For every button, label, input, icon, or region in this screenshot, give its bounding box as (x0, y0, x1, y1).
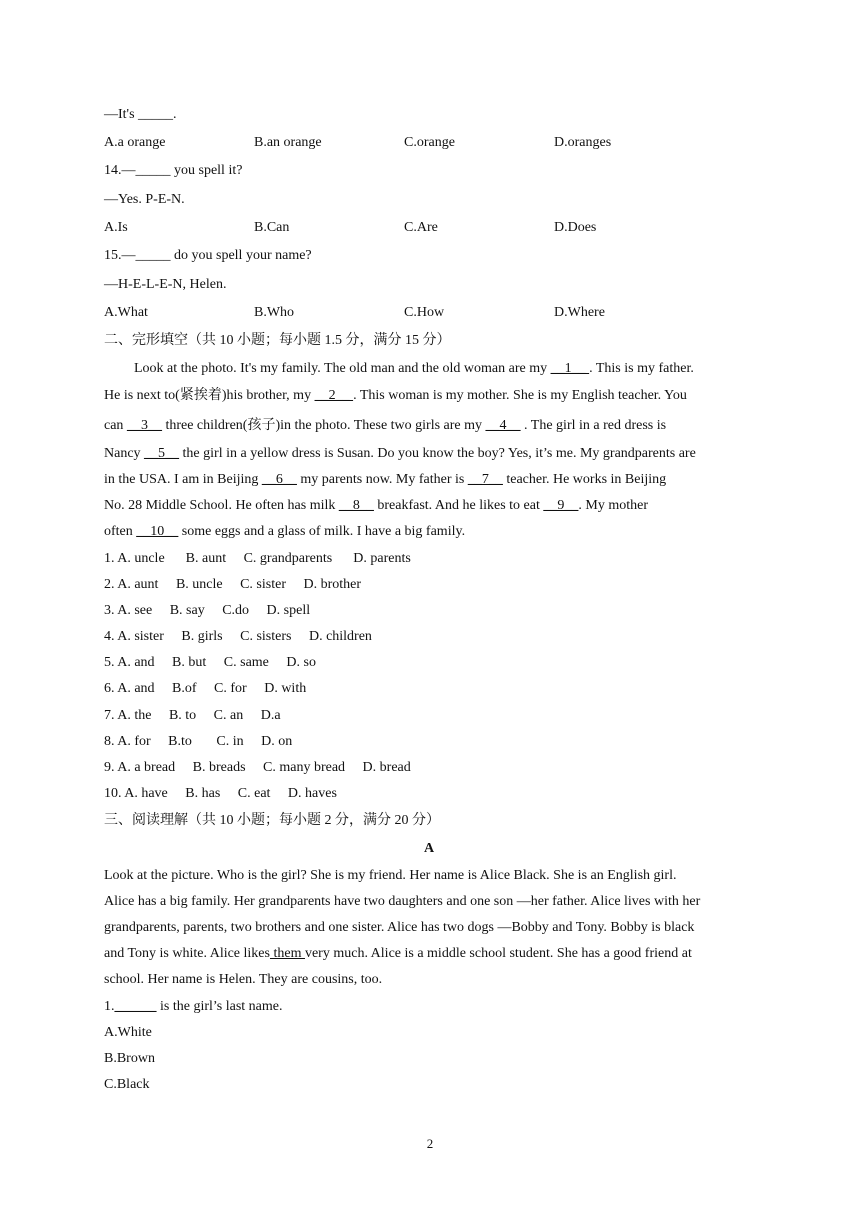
reading-line-2: Alice has a big family. Her grandparents have two daughters and one son —her father. Alice lives with her (104, 894, 701, 909)
cloze-line-4: Nancy __5__ the girl in a yellow dress is Susan. Do you know the boy? Yes, it’s me. My grandparents are (104, 446, 696, 461)
q15-question: 15.—_____ do you spell your name? (104, 248, 312, 263)
reading-q1: 1.______ is the girl’s last name. (104, 999, 283, 1014)
section2-heading: 二、完形填空（共 10 小题；每小题 1.5 分，满分 15 分） (104, 333, 451, 348)
reading-q1-blank: ______ (114, 999, 157, 1014)
q13-option-c: C.orange (404, 135, 455, 150)
cloze-line-7: often __10__ some eggs and a glass of milk. I have a big family. (104, 524, 466, 539)
q15-options (104, 304, 754, 322)
q14-option-a: A.Is (104, 220, 128, 235)
cloze-option-2: 2. A. aunt B. uncle C. sister D. brother (104, 577, 362, 592)
reading-line-4: and Tony is white. Alice likes them very much. Alice is a middle school student. She has a good friend at (104, 946, 692, 961)
cloze-blank-3: __3__ (126, 418, 162, 433)
cloze-blank-1: __1__ (550, 361, 590, 376)
reading-line-5: school. Her name is Helen. They are cousins, too. (104, 972, 383, 987)
cloze-option-10: 10. A. have B. has C. eat D. haves (104, 786, 337, 801)
cloze-option-1: 1. A. uncle B. aunt C. grandparents D. parents (104, 551, 411, 566)
cloze-option-9: 9. A. a bread B. breads C. many bread D. bread (104, 760, 411, 775)
q14-question: 14.—_____ you spell it? (104, 163, 243, 178)
q13-options (104, 134, 754, 152)
reading-line-1: Look at the picture. Who is the girl? She is my friend. Her name is Alice Black. She is an English girl. (104, 868, 677, 883)
q15-option-d: D.Where (554, 305, 605, 320)
cloze-option-3: 3. A. see B. say C.do D. spell (104, 603, 311, 618)
cloze-option-6: 6. A. and B.of C. for D. with (104, 681, 307, 696)
q13-option-a: A.a orange (104, 135, 166, 150)
reading-line-3: grandparents, parents, two brothers and one sister. Alice has two dogs —Bobby and Tony. Bobby is black (104, 920, 695, 935)
cloze-blank-9: __9__ (543, 498, 579, 513)
q14-option-b: B.Can (254, 220, 290, 235)
q14-option-d: D.Does (554, 220, 597, 235)
reading-q1-option-c: C.Black (104, 1077, 150, 1092)
cloze-option-7: 7. A. the B. to C. an D.a (104, 708, 281, 723)
cloze-line-1: Look at the photo. It's my family. The old man and the old woman are my __1__ . This is my father. (134, 361, 694, 376)
passage-label: A (423, 841, 435, 856)
cloze-blank-7: __7__ (467, 472, 503, 487)
cloze-option-5: 5. A. and B. but C. same D. so (104, 655, 316, 670)
section3-heading: 三、阅读理解（共 10 小题；每小题 2 分，满分 20 分） (104, 813, 440, 828)
cloze-option-4: 4. A. sister B. girls C. sisters D. children (104, 629, 372, 644)
q15-option-c: C.How (404, 305, 445, 320)
q15-answer-line: —H-E-L-E-N, Helen. (104, 277, 227, 292)
cloze-blank-8: __8__ (338, 498, 374, 513)
cloze-line-3: can __3__ three children(孩子)in the photo. These two girls are my __4__ . The girl in a red dress is (104, 418, 667, 433)
underlined-word-them: them (269, 946, 305, 961)
cloze-blank-4: __4__ (485, 418, 521, 433)
cloze-line-5: in the USA. I am in Beijing __6__ my parents now. My father is __7__ teacher. He works in Beijing (104, 472, 667, 487)
cloze-blank-6: __6__ (261, 472, 297, 487)
q14-options (104, 219, 754, 237)
reading-q1-option-a: A.White (104, 1025, 152, 1040)
q15-option-b: B.Who (254, 305, 295, 320)
cloze-line-2: He is next to(紧挨着)his brother, my __2__ . This woman is my mother. She is my English teacher. You (104, 388, 687, 403)
cloze-blank-5: __5__ (144, 446, 180, 461)
q14-answer-line: —Yes. P-E-N. (104, 192, 185, 207)
cloze-line-6: No. 28 Middle School. He often has milk __8__ breakfast. And he likes to eat __9__. My mother (104, 498, 648, 513)
cloze-blank-2: __2__ (314, 388, 354, 403)
reading-q1-option-b: B.Brown (104, 1051, 155, 1066)
q15-option-a: A.What (104, 305, 148, 320)
page-number: 2 (426, 1136, 434, 1151)
cloze-option-8: 8. A. for B.to C. in D. on (104, 734, 293, 749)
q14-option-c: C.Are (404, 220, 438, 235)
q13-option-b: B.an orange (254, 135, 322, 150)
q13-answer-line: —It's _____. (104, 107, 177, 122)
q13-option-d: D.oranges (554, 135, 612, 150)
cloze-blank-10: __10__ (136, 524, 179, 539)
